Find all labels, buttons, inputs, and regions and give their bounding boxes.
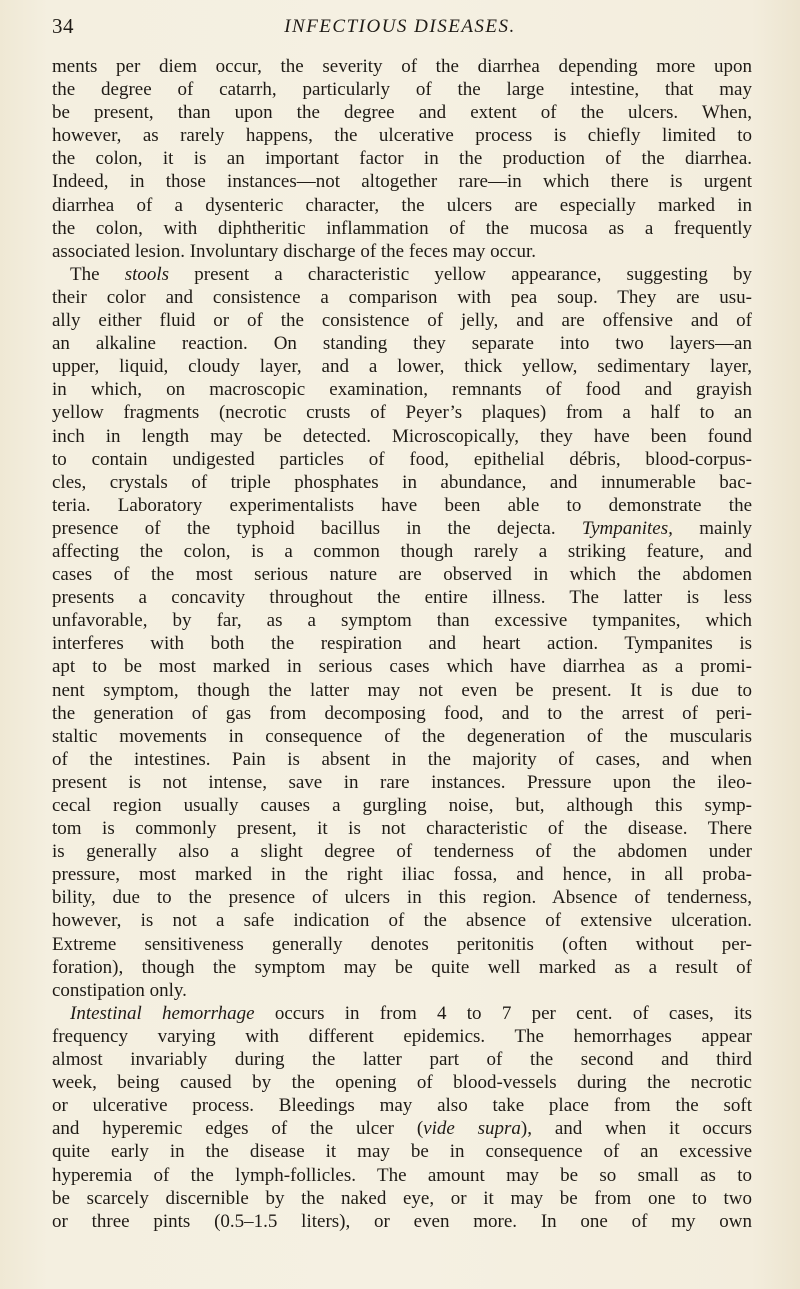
text-line	[52, 563, 752, 586]
text-run: The	[70, 263, 125, 285]
text-line	[52, 170, 752, 193]
text-run: of the intestines. Pain is absent in the majority of cases, and when	[52, 748, 752, 770]
text-line	[52, 609, 752, 632]
page-number: 34	[52, 14, 74, 38]
text-line	[52, 725, 752, 748]
text-line	[52, 355, 752, 378]
text-run: in which, on macroscopic examination, remnants of food and grayish	[52, 379, 752, 401]
text-line	[52, 78, 752, 101]
text-run: cases of the most serious nature are observed in which the abdomen	[52, 564, 752, 586]
text-line	[52, 101, 752, 124]
text-run: cles, crystals of triple phosphates in abundance, and innumerable bac-	[52, 471, 752, 493]
text-line	[52, 401, 752, 424]
text-run: nent symptom, though the latter may not even be present. It is due to	[52, 679, 752, 701]
text-run: yellow fragments (necrotic crusts of Peyer’s plaques) from a half to an	[52, 402, 752, 424]
text-line	[52, 886, 752, 909]
text-run: teria. Laboratory experimentalists have been able to demonstrate the	[52, 494, 752, 516]
text-run: however, as rarely happens, the ulcerative process is chiefly limited to	[52, 125, 752, 147]
text-line	[52, 194, 752, 217]
text-run: diarrhea of a dysenteric character, the ulcers are especially marked in	[52, 194, 752, 216]
italic-term: Tympanites,	[581, 517, 673, 539]
text-run: associated lesion. Involuntary discharge of the feces may occur.	[52, 240, 536, 262]
text-line	[52, 586, 752, 609]
text-run: or ulcerative process. Bleedings may also take place from the soft	[52, 1095, 752, 1117]
text-run: unfavorable, by far, as a symptom than excessive tympanites, which	[52, 610, 752, 632]
text-run: pressure, most marked in the right iliac fossa, and hence, in all proba-	[52, 864, 752, 886]
text-line	[52, 332, 752, 355]
text-run: staltic movements in consequence of the degeneration of the muscularis	[52, 725, 752, 747]
text-run: week, being caused by the opening of blood-vessels during the necrotic	[52, 1072, 752, 1094]
text-line	[52, 147, 752, 170]
text-line	[52, 632, 752, 655]
text-run: occurs in from 4 to 7 per cent. of cases, its	[254, 1002, 752, 1024]
italic-term: vide supra	[423, 1118, 521, 1140]
text-run: bility, due to the presence of ulcers in this region. Absence of tenderness,	[52, 887, 752, 909]
text-run: the colon, it is an important factor in the production of the diarrhea.	[52, 148, 752, 170]
text-line	[52, 840, 752, 863]
text-run: be scarcely discernible by the naked eye, or it may be from one to two	[52, 1187, 752, 1209]
text-run: quite early in the disease it may be in consequence of an excessive	[52, 1141, 752, 1163]
text-line	[52, 1048, 752, 1071]
page-header	[52, 14, 748, 44]
text-line	[52, 1140, 752, 1163]
italic-term: stools	[124, 263, 170, 285]
text-line	[52, 1187, 752, 1210]
text-line	[52, 909, 752, 932]
text-line	[52, 425, 752, 448]
text-line	[52, 517, 752, 540]
text-run: frequency varying with different epidemics. The hemorrhages appear	[52, 1025, 752, 1047]
text-line	[52, 1002, 752, 1025]
text-line	[52, 794, 752, 817]
text-run: present a characteristic yellow appearance, suggesting by	[169, 263, 752, 285]
text-line	[52, 748, 752, 771]
text-run: presence of the typhoid bacillus in the dejecta.	[52, 517, 582, 539]
text-run: ally either fluid or of the consistence of jelly, and are offensive and of	[52, 310, 752, 332]
text-run: almost invariably during the latter part of the second and third	[52, 1049, 752, 1071]
text-run: the colon, with diphtheritic inflammation of the mucosa as a frequently	[52, 217, 752, 239]
text-line	[52, 540, 752, 563]
body-text	[52, 55, 752, 1233]
text-run: and hyperemic edges of the ulcer (	[52, 1118, 424, 1140]
text-run: hyperemia of the lymph-follicles. The amount may be so small as to	[52, 1164, 752, 1186]
text-line	[52, 1025, 752, 1048]
text-line	[52, 979, 752, 1002]
text-run: the degree of catarrh, particularly of the large intestine, that may	[52, 79, 752, 101]
text-line	[52, 286, 752, 309]
text-line	[52, 933, 752, 956]
text-run: inch in length may be detected. Microscopically, they have been found	[52, 425, 752, 447]
text-line	[52, 1117, 752, 1140]
text-run: an alkaline reaction. On standing they separate into two layers—an	[52, 333, 752, 355]
text-run: interferes with both the respiration and heart action. Tympanites is	[52, 633, 752, 655]
text-line	[52, 240, 752, 263]
text-run: foration), though the symptom may be quite well marked as a result of	[52, 956, 752, 978]
text-line	[52, 494, 752, 517]
text-line	[52, 124, 752, 147]
text-run: apt to be most marked in serious cases which have diarrhea as a promi-	[52, 656, 752, 678]
text-line	[52, 1094, 752, 1117]
text-line	[52, 1071, 752, 1094]
text-run: tom is commonly present, it is not characteristic of the disease. There	[52, 818, 752, 840]
text-line	[52, 1210, 752, 1233]
running-head: INFECTIOUS DISEASES.	[284, 16, 516, 37]
text-line	[52, 263, 752, 286]
text-line	[52, 1164, 752, 1187]
text-line	[52, 309, 752, 332]
text-run: be present, than upon the degree and extent of the ulcers. When,	[52, 102, 752, 124]
text-line	[52, 55, 752, 78]
text-run: to contain undigested particles of food, epithelial débris, blood-corpus-	[52, 448, 752, 470]
text-run: the generation of gas from decomposing food, and to the arrest of peri-	[52, 702, 752, 724]
text-line	[52, 817, 752, 840]
text-line	[52, 448, 752, 471]
text-run: present is not intense, save in rare instances. Pressure upon the ileo-	[52, 771, 752, 793]
text-run: ), and when it occurs	[520, 1118, 753, 1140]
text-run: cecal region usually causes a gurgling noise, but, although this symp-	[52, 795, 752, 816]
text-run: Indeed, in those instances—not altogether rare—in which there is urgent	[52, 171, 752, 193]
text-line	[52, 702, 752, 725]
text-run: is generally also a slight degree of tenderness of the abdomen under	[52, 841, 752, 863]
text-run: or three pints (0.5–1.5 liters), or even more. In one of my own	[52, 1210, 752, 1232]
text-run: ments per diem occur, the severity of the diarrhea depending more upon	[52, 56, 752, 77]
text-run: constipation only.	[52, 979, 187, 1001]
text-run: however, is not a safe indication of the absence of extensive ulceration.	[52, 910, 752, 932]
text-line	[52, 863, 752, 886]
text-run: mainly	[672, 517, 752, 539]
text-run: presents a concavity throughout the entire illness. The latter is less	[52, 587, 752, 609]
text-line	[52, 471, 752, 494]
text-run: their color and consistence a comparison with pea soup. They are usu-	[52, 286, 752, 308]
text-line	[52, 378, 752, 401]
text-line	[52, 655, 752, 678]
text-line	[52, 956, 752, 979]
text-line	[52, 679, 752, 702]
text-run: affecting the colon, is a common though rarely a striking feature, and	[52, 540, 752, 562]
italic-term: Intestinal hemorrhage	[70, 1002, 255, 1024]
text-line	[52, 217, 752, 240]
text-run: Extreme sensitiveness generally denotes peritonitis (often without per-	[52, 933, 752, 955]
text-run: upper, liquid, cloudy layer, and a lower, thick yellow, sedimentary layer,	[52, 356, 752, 378]
text-line	[52, 771, 752, 794]
